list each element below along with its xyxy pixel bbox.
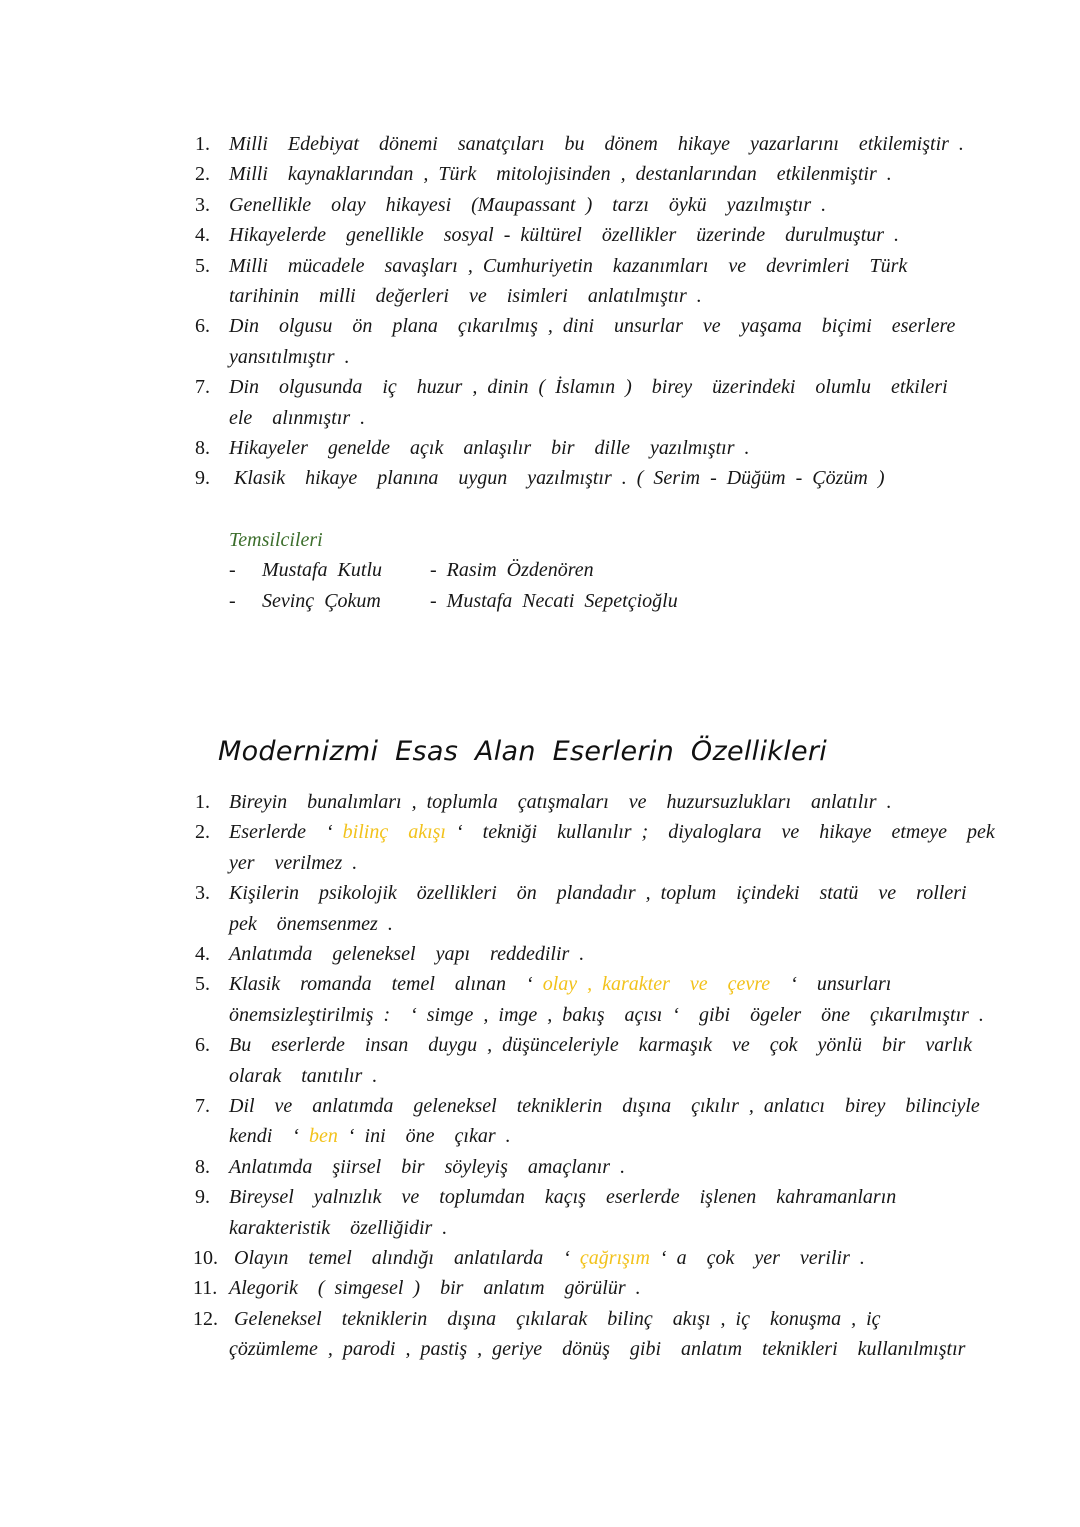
item-text-line — [229, 436, 749, 460]
item-number: 9. — [195, 467, 210, 490]
item-text-line — [229, 466, 885, 490]
text-segment: Geleneksel tekniklerin dışına çıkılarak bilinç akışı , iç konuşma , iç — [229, 1307, 881, 1330]
text-segment: Eserlerde ‘ — [229, 821, 343, 844]
item-number: 9. — [195, 1186, 210, 1209]
item-number: 6. — [195, 1034, 210, 1057]
item-text-line — [229, 790, 892, 814]
item-text-line — [229, 942, 584, 966]
item-text-line — [229, 1094, 980, 1118]
text-segment: yansıtılmıştır . — [229, 345, 350, 368]
item-number: 1. — [195, 791, 210, 813]
section-heading: Modernizmi Esas Alan Eserlerin Özellikleri — [218, 736, 828, 767]
item-number: 6. — [195, 315, 210, 338]
text-segment: Bireysel yalnızlık ve toplumdan kaçış eserlerde işlenen kahramanların — [229, 1186, 897, 1209]
text-segment: Hikayelerde genellikle sosyal - kültürel özellikler üzerinde durulmuştur . — [229, 224, 900, 247]
item-number: 5. — [195, 254, 210, 277]
item-text-line — [229, 314, 955, 338]
representative-name: - Mustafa Necati Sepetçioğlu — [430, 590, 678, 612]
item-number: 11. — [193, 1277, 218, 1300]
representative-name: - Rasim Özdenören — [430, 559, 594, 581]
text-segment: Klasik romanda temel alınan ‘ — [229, 973, 543, 996]
item-number: 3. — [195, 882, 210, 905]
text-segment: Alegorik ( simgesel ) bir anlatım görülür . — [229, 1277, 641, 1300]
item-number: 4. — [195, 943, 210, 965]
text-segment: çözümleme , parodi , pastiş , geriye dönüş gibi anlatım teknikleri kullanılmıştır — [229, 1338, 966, 1361]
item-number: 5. — [195, 973, 210, 996]
text-segment: Genellikle olay hikayesi (Maupassant ) tarzı öykü yazılmıştır . — [229, 193, 827, 216]
item-number: 1. — [195, 133, 210, 155]
highlighted-term: olay , karakter ve çevre — [542, 973, 771, 996]
item-text-line — [229, 1064, 377, 1088]
text-segment: Olayın temel alındığı anlatılarda ‘ — [229, 1247, 580, 1269]
text-segment: Klasik hikaye planına uygun yazılmıştır . ( Serim - Düğüm - Çözüm ) — [229, 467, 885, 490]
item-number: 7. — [195, 376, 210, 399]
text-segment: pek önemsenmez . — [229, 912, 393, 935]
item-number: 3. — [195, 193, 210, 216]
text-segment: Din olgusu ön plana çıkarılmış , dini unsurlar ve yaşama biçimi eserlere — [229, 315, 956, 338]
text-segment: Dil ve anlatımda geleneksel tekniklerin dışına çıkılır , anlatıcı birey bilinciyle — [229, 1095, 980, 1117]
representative-name: Sevinç Çokum — [262, 590, 381, 612]
item-number: 10. — [193, 1247, 218, 1269]
text-segment: ‘ a çok yer verilir . — [649, 1247, 865, 1269]
representative-name: Mustafa Kutlu — [262, 559, 383, 581]
item-number: 8. — [195, 1155, 210, 1178]
item-text-line — [229, 132, 964, 156]
list-dash: - — [229, 590, 236, 612]
highlighted-term: çağrışım — [579, 1247, 650, 1269]
item-text-line — [229, 1337, 965, 1361]
item-text-line — [229, 972, 891, 996]
text-segment: Milli Edebiyat dönemi sanatçıları bu dönem hikaye yazarlarını etkilemiştir . — [229, 133, 964, 155]
item-text-line — [229, 193, 826, 217]
item-text-line — [229, 1216, 447, 1240]
text-segment: ele alınmıştır . — [229, 406, 366, 429]
item-text-line — [229, 912, 393, 936]
item-text-line — [229, 1155, 625, 1179]
item-text-line — [229, 881, 967, 905]
text-segment: ‘ ini öne çıkar . — [337, 1125, 511, 1148]
text-segment: ‘ unsurları — [770, 973, 892, 996]
text-segment: Milli mücadele savaşları , Cumhuriyetin kazanımları ve devrimleri Türk — [229, 254, 908, 277]
item-text-line — [229, 851, 357, 875]
text-segment: yer verilmez . — [229, 851, 358, 874]
text-segment: karakteristik özelliğidir . — [229, 1216, 448, 1239]
item-text-line — [229, 406, 365, 430]
item-text-line — [229, 345, 350, 369]
item-text-line — [229, 1307, 881, 1331]
item-text-line — [229, 1246, 865, 1270]
item-number: 2. — [195, 821, 210, 844]
temsilcileri-heading: Temsilcileri — [229, 529, 323, 551]
text-segment: Din olgusunda iç huzur , dinin ( İslamın ) birey üzerindeki olumlu etkileri — [229, 376, 948, 399]
item-number: 8. — [195, 437, 210, 459]
item-text-line — [229, 1003, 984, 1027]
text-segment: Bu eserlerde insan duygu , düşünceleriyle karmaşık ve çok yönlü bir varlık — [229, 1034, 972, 1057]
item-number: 7. — [195, 1095, 210, 1117]
text-segment: Hikayeler genelde açık anlaşılır bir dille yazılmıştır . — [229, 437, 750, 459]
text-segment: Milli kaynaklarından , Türk mitolojisinden , destanlarından etkilenmiştir . — [229, 163, 892, 186]
text-segment: Anlatımda şiirsel bir söyleyiş amaçlanır . — [229, 1155, 626, 1178]
item-text-line — [229, 1033, 972, 1057]
item-number: 2. — [195, 163, 210, 186]
item-text-line — [229, 375, 948, 399]
item-text-line — [229, 254, 907, 278]
text-segment: kendi ‘ — [229, 1125, 309, 1148]
item-text-line — [229, 1124, 511, 1148]
text-segment: Bireyin bunalımları , toplumla çatışmaları ve huzursuzlukları anlatılır . — [229, 791, 892, 813]
highlighted-term: bilinç akışı — [342, 821, 446, 844]
text-segment: önemsizleştirilmiş : ‘ simge , imge , bakış açısı ‘ gibi ögeler öne çıkarılmıştır . — [229, 1003, 984, 1026]
item-text-line — [229, 162, 892, 186]
item-text-line — [229, 284, 702, 308]
text-segment: olarak tanıtılır . — [229, 1064, 378, 1087]
item-text-line — [229, 1276, 641, 1300]
list-dash: - — [229, 559, 236, 581]
item-number: 4. — [195, 224, 210, 247]
text-segment: Anlatımda geleneksel yapı reddedilir . — [229, 943, 585, 965]
text-segment: tarihinin milli değerleri ve isimleri anlatılmıştır . — [229, 285, 702, 307]
item-text-line — [229, 223, 899, 247]
item-text-line — [229, 820, 995, 844]
text-segment: ‘ tekniği kullanılır ; diyaloglara ve hikaye etmeye pek — [446, 821, 995, 844]
text-segment: Kişilerin psikolojik özellikleri ön plandadır , toplum içindeki statü ve rolleri — [229, 882, 967, 905]
item-number: 12. — [193, 1307, 218, 1330]
item-text-line — [229, 1185, 896, 1209]
highlighted-term: ben — [308, 1125, 338, 1148]
